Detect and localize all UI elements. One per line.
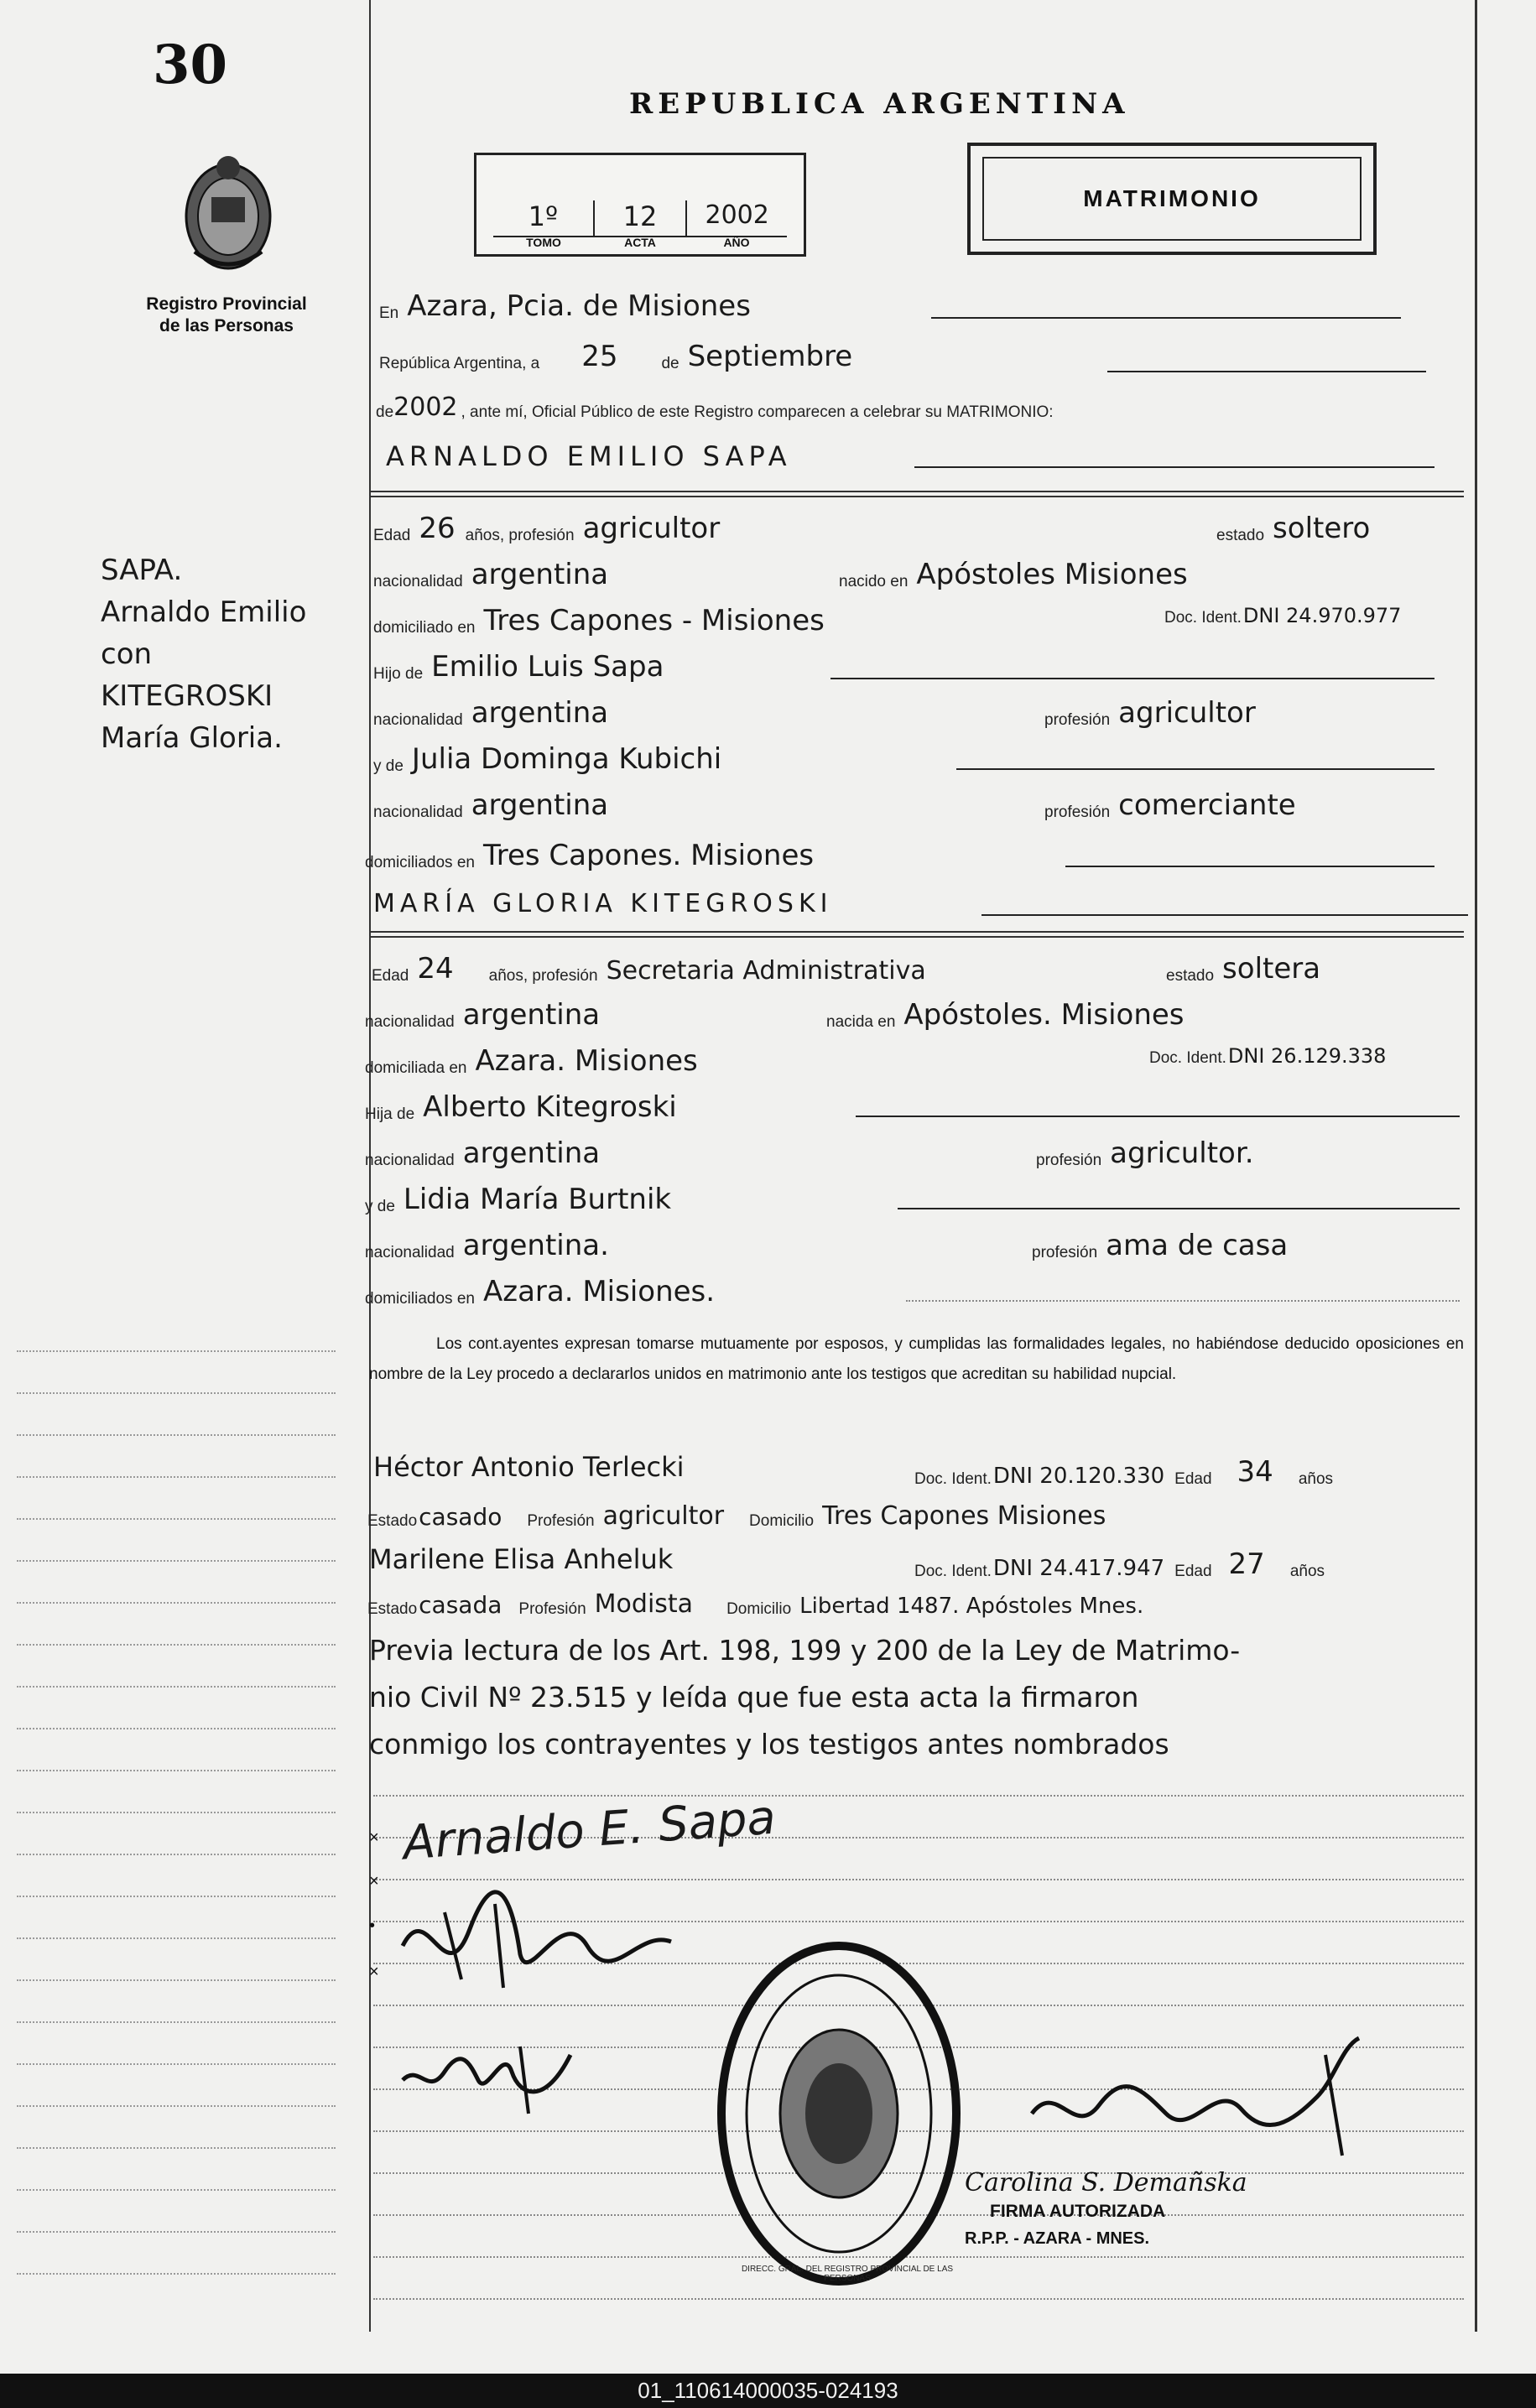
margin-dotted-line <box>17 2231 336 2233</box>
stamp-text: DIRECC. GRAL. DEL REGISTRO PROVINCIAL DE LAS PERSONAS <box>741 2265 954 2283</box>
edad-label: Edad <box>372 967 409 985</box>
fill-line <box>1065 866 1434 867</box>
closing-text <box>369 1627 1240 1768</box>
bride-name-row <box>373 889 842 918</box>
section-rule <box>369 936 1464 938</box>
section-rule <box>369 491 1464 492</box>
bride-domicilio: Azara. Misiones <box>475 1044 698 1078</box>
file-id: 01_110614000035-024193 <box>638 2378 898 2403</box>
witness-2-edad: 27 <box>1228 1547 1265 1581</box>
statement-text: , ante mí, Oficial Público de este Registro comparecen a celebrar su MATRIMONIO: <box>461 403 1054 421</box>
witness-2-name: Marilene Elisa Anheluk <box>369 1543 674 1575</box>
groom-nacido-value: Apóstoles Misiones <box>916 558 1188 591</box>
nacionalidad-label: nacionalidad <box>365 1013 455 1031</box>
place-value: Azara, Pcia. de Misiones <box>407 289 751 323</box>
section-rule <box>369 931 1464 933</box>
margin-dotted-line <box>17 2189 336 2191</box>
margin-dotted-line <box>17 1854 336 1855</box>
domiciliados-label: domiciliados en <box>365 1290 475 1308</box>
margin-dotted-line <box>17 2273 336 2275</box>
domiciliada-label: domiciliada en <box>365 1059 467 1077</box>
profesion-label: Profesión <box>518 1600 586 1618</box>
groom-nac-row <box>373 558 618 591</box>
bride-madre-prof <box>1032 1229 1298 1262</box>
year-value: 2002 <box>393 393 458 422</box>
groom-madre-row <box>373 742 732 776</box>
bride-madre-nac-row <box>365 1229 619 1262</box>
declaration-text: Los cont.ayentes expresan tomarse mutuamente por esposos, y cumplidas las formalidades legales, no habiéndose deducido oposiciones en nombre de la Ley procedo a declararlos unidos en matrimonio ante los testigos que acreditan su habilidad nupcial. <box>369 1335 1464 1383</box>
witness-1-estado: casado <box>419 1503 502 1531</box>
witness-2-doc-value: DNI 24.417.947 <box>992 1556 1165 1581</box>
witness-signatures <box>394 2030 587 2122</box>
nacido-label: nacido en <box>839 573 909 590</box>
witness-1-details <box>367 1501 1116 1531</box>
bride-padre-prof-value: agricultor. <box>1110 1136 1254 1170</box>
margin-note <box>101 549 306 759</box>
bride-profesion: Secretaria Administrativa <box>606 956 926 986</box>
fill-line <box>906 1300 1460 1302</box>
witness-1-doc <box>914 1455 1341 1489</box>
nacionalidad-label: nacionalidad <box>373 711 463 729</box>
estado-label: Estado <box>367 1512 418 1530</box>
margin-dotted-line <box>17 1979 336 1981</box>
ano-label: AÑO <box>723 236 750 249</box>
act-type-box <box>967 143 1377 255</box>
hija-de-label: Hija de <box>365 1105 415 1123</box>
page-number: 30 <box>153 34 228 96</box>
nacionalidad-label: nacionalidad <box>365 1152 455 1169</box>
registry-number-box <box>474 153 806 257</box>
closing-line: conmigo los contrayentes y los testigos antes nombrados <box>369 1728 1169 1760</box>
bride-nacida-value: Apóstoles. Misiones <box>903 998 1185 1032</box>
estado-label: estado <box>1216 527 1265 544</box>
margin-dotted-line <box>17 2105 336 2107</box>
signature-mark: × <box>369 1963 379 1981</box>
margin-note-line: KITEGROSKI <box>101 679 273 713</box>
margin-note-line: con <box>101 637 153 671</box>
groom-madre-prof-value: comerciante <box>1118 788 1296 822</box>
bride-padre: Alberto Kitegroski <box>423 1090 677 1124</box>
fill-line <box>981 914 1468 916</box>
fill-line <box>856 1116 1460 1117</box>
margin-dotted-line <box>17 2021 336 2023</box>
year-prefix: de <box>376 403 394 421</box>
margin-dotted-line <box>17 1350 336 1352</box>
registry-label: Registro Provincial de las Personas <box>146 294 307 335</box>
groom-doc <box>1164 604 1411 627</box>
bride-madre-nac: argentina. <box>462 1229 609 1262</box>
bride-padres-dom-row <box>365 1275 725 1308</box>
y-de-label: y de <box>365 1198 395 1215</box>
act-type-label: MATRIMONIO <box>1083 185 1261 211</box>
groom-nacionalidad: argentina <box>471 558 609 591</box>
margin-dotted-line <box>17 2063 336 2065</box>
witness-1-domicilio: Tres Capones Misiones <box>822 1501 1106 1531</box>
edad-label: Edad <box>1174 1563 1212 1580</box>
bride-madre-prof-value: ama de casa <box>1106 1229 1289 1262</box>
fill-line <box>898 1208 1460 1209</box>
groom-doc-value: DNI 24.970.977 <box>1242 604 1402 627</box>
statement-row <box>376 393 1062 422</box>
margin-dotted-line <box>17 2147 336 2149</box>
groom-padre: Emilio Luis Sapa <box>431 650 664 684</box>
fill-line <box>931 317 1401 319</box>
country-title: REPUBLICA ARGENTINA <box>629 87 1130 121</box>
bride-padres-dom: Azara. Misiones. <box>482 1275 716 1308</box>
groom-padre-prof <box>1044 696 1266 730</box>
official-name: Carolina S. Demañska <box>965 2168 1247 2197</box>
profesion-label: profesión <box>1044 804 1111 821</box>
margin-dotted-line <box>17 1686 336 1688</box>
profesion-label: profesión <box>1032 1244 1098 1261</box>
ano-value: 2002 <box>705 200 769 230</box>
bride-padre-nac: argentina <box>462 1136 601 1170</box>
fill-line <box>956 768 1434 770</box>
nacida-label: nacida en <box>826 1013 896 1031</box>
de-label: de <box>661 355 679 372</box>
file-id-bar <box>0 2374 1536 2408</box>
day-value: 25 <box>581 340 618 373</box>
bride-doc-value: DNI 26.129.338 <box>1227 1044 1387 1068</box>
profesion-label: profesión <box>1036 1152 1102 1169</box>
bride-nac-row <box>365 998 610 1032</box>
coat-of-arms-icon <box>178 151 279 277</box>
republica-label: República Argentina, a <box>379 355 540 372</box>
right-border-line <box>1475 0 1477 2332</box>
margin-note-line: María Gloria. <box>101 721 283 755</box>
margin-dotted-line <box>17 1602 336 1604</box>
signature-mark: × <box>369 1872 379 1891</box>
fill-line <box>914 466 1434 468</box>
groom-padre-prof-value: agricultor <box>1118 696 1256 730</box>
estado-label: estado <box>1166 967 1215 985</box>
bride-name: MARÍA GLORIA KITEGROSKI <box>373 889 833 918</box>
groom-edad-row <box>373 512 730 545</box>
margin-dotted-line <box>17 1770 336 1771</box>
groom-dom-row <box>373 604 835 637</box>
domiciliado-label: domiciliado en <box>373 619 476 637</box>
nacionalidad-label: nacionalidad <box>373 804 463 821</box>
profesion-label: profesión <box>1044 711 1111 729</box>
witness-2-doc <box>914 1547 1333 1581</box>
anos-label: años <box>1298 1470 1334 1488</box>
witness-2-domicilio: Libertad 1487. Apóstoles Mnes. <box>799 1594 1144 1619</box>
margin-dotted-line <box>17 1937 336 1939</box>
acta-value: 12 <box>595 200 688 236</box>
profesion-label: Profesión <box>527 1512 595 1530</box>
section-rule <box>369 496 1464 497</box>
witness-1-name: Héctor Antonio Terlecki <box>373 1451 685 1483</box>
groom-padre-nac: argentina <box>471 696 609 730</box>
fill-line <box>830 678 1434 679</box>
margin-dotted-line <box>17 1812 336 1813</box>
domiciliados-label: domiciliados en <box>365 854 475 871</box>
groom-madre-nac-row <box>373 788 618 822</box>
bride-signature <box>394 1879 679 2005</box>
groom-signature: Arnaldo E. Sapa <box>401 1790 778 1871</box>
bride-madre: Lidia María Burtnik <box>403 1183 672 1216</box>
bride-padre-nac-row <box>365 1136 610 1170</box>
bride-edad: 24 <box>417 952 454 986</box>
margin-dotted-line <box>17 1476 336 1478</box>
groom-padre-row <box>373 650 674 684</box>
acta-label: ACTA <box>624 236 656 249</box>
doc-ident-label: Doc. Ident. <box>914 1563 992 1580</box>
margin-dotted-line <box>17 1518 336 1520</box>
witness-2-details <box>367 1589 1153 1619</box>
closing-line: Previa lectura de los Art. 198, 199 y 200 de la Ley de Matrimo- <box>369 1634 1241 1667</box>
bride-madre-row <box>365 1183 681 1216</box>
date-row <box>379 340 862 373</box>
bride-padre-prof <box>1036 1136 1264 1170</box>
bride-dom-row <box>365 1044 708 1078</box>
domicilio-label: Domicilio <box>726 1600 792 1618</box>
groom-nacido <box>839 558 1198 591</box>
signature-mark: × <box>369 1828 379 1847</box>
margin-dotted-line <box>17 1896 336 1897</box>
witness-2-row <box>369 1543 683 1575</box>
groom-madre: Julia Dominga Kubichi <box>411 742 722 776</box>
registry-stamp-icon <box>713 1937 965 2290</box>
groom-name: ARNALDO EMILIO SAPA <box>386 440 792 472</box>
doc-ident-label: Doc. Ident. <box>1164 609 1242 627</box>
groom-padre-nac-row <box>373 696 618 730</box>
closing-line: nio Civil Nº 23.515 y leída que fue esta acta la firmaron <box>369 1681 1139 1714</box>
witness-1-profesion: agricultor <box>602 1501 725 1531</box>
edad-label: Edad <box>1174 1470 1212 1488</box>
bride-padre-row <box>365 1090 687 1124</box>
groom-profesion: agricultor <box>582 512 721 545</box>
anos-profesion-label: años, profesión <box>465 527 575 544</box>
groom-padres-dom: Tres Capones. Misiones <box>482 839 815 872</box>
margin-dotted-line <box>17 1434 336 1436</box>
edad-label: Edad <box>373 527 411 544</box>
groom-domicilio: Tres Capones - Misiones <box>483 604 825 637</box>
estado-label: Estado <box>367 1600 418 1618</box>
fill-line <box>1107 371 1426 372</box>
y-de-label: y de <box>373 757 404 775</box>
official-signature <box>1023 2030 1376 2164</box>
groom-madre-prof <box>1044 788 1306 822</box>
bride-doc <box>1149 1044 1396 1068</box>
groom-estado-value: soltero <box>1273 512 1371 545</box>
margin-dotted-line <box>17 1392 336 1394</box>
witness-2-estado: casada <box>419 1591 502 1619</box>
witness-1-row <box>373 1451 695 1483</box>
en-label: En <box>379 304 399 322</box>
anos-label: años <box>1289 1563 1325 1580</box>
margin-note-line: SAPA. <box>101 554 183 587</box>
bride-nacionalidad: argentina <box>462 998 601 1032</box>
ruled-line <box>373 1795 1464 1797</box>
witness-1-doc-value: DNI 20.120.330 <box>992 1464 1165 1489</box>
margin-dotted-line <box>17 1644 336 1646</box>
margin-dotted-line <box>17 1560 336 1562</box>
bride-estado-value: soltera <box>1222 952 1321 986</box>
tomo-label: TOMO <box>526 236 561 249</box>
groom-estado <box>1216 512 1380 545</box>
groom-padres-dom-row <box>365 839 824 872</box>
witness-1-edad: 34 <box>1237 1455 1273 1489</box>
groom-edad: 26 <box>419 512 456 545</box>
anos-profesion-label: años, profesión <box>488 967 598 985</box>
official-office: R.P.P. - AZARA - MNES. <box>965 2229 1150 2248</box>
official-title: FIRMA AUTORIZADA <box>990 2202 1166 2221</box>
signature-mark: • <box>369 1917 376 1935</box>
doc-ident-label: Doc. Ident. <box>1149 1049 1226 1067</box>
hijo-de-label: Hijo de <box>373 665 424 683</box>
margin-note-line: Arnaldo Emilio <box>101 595 307 629</box>
place-row <box>379 289 761 323</box>
month-value: Septiembre <box>687 340 853 373</box>
witness-2-profesion: Modista <box>594 1589 694 1619</box>
bride-edad-row <box>372 952 936 986</box>
margin-dotted-line <box>17 1728 336 1729</box>
groom-madre-nac: argentina <box>471 788 609 822</box>
groom-name-row <box>386 440 802 472</box>
nacionalidad-label: nacionalidad <box>365 1244 455 1261</box>
doc-ident-label: Doc. Ident. <box>914 1470 992 1488</box>
bride-nacida <box>826 998 1195 1032</box>
ruled-line <box>373 2298 1464 2300</box>
tomo-value: 1º <box>493 200 595 236</box>
bride-estado <box>1166 952 1330 986</box>
domicilio-label: Domicilio <box>749 1512 815 1530</box>
nacionalidad-label: nacionalidad <box>373 573 463 590</box>
